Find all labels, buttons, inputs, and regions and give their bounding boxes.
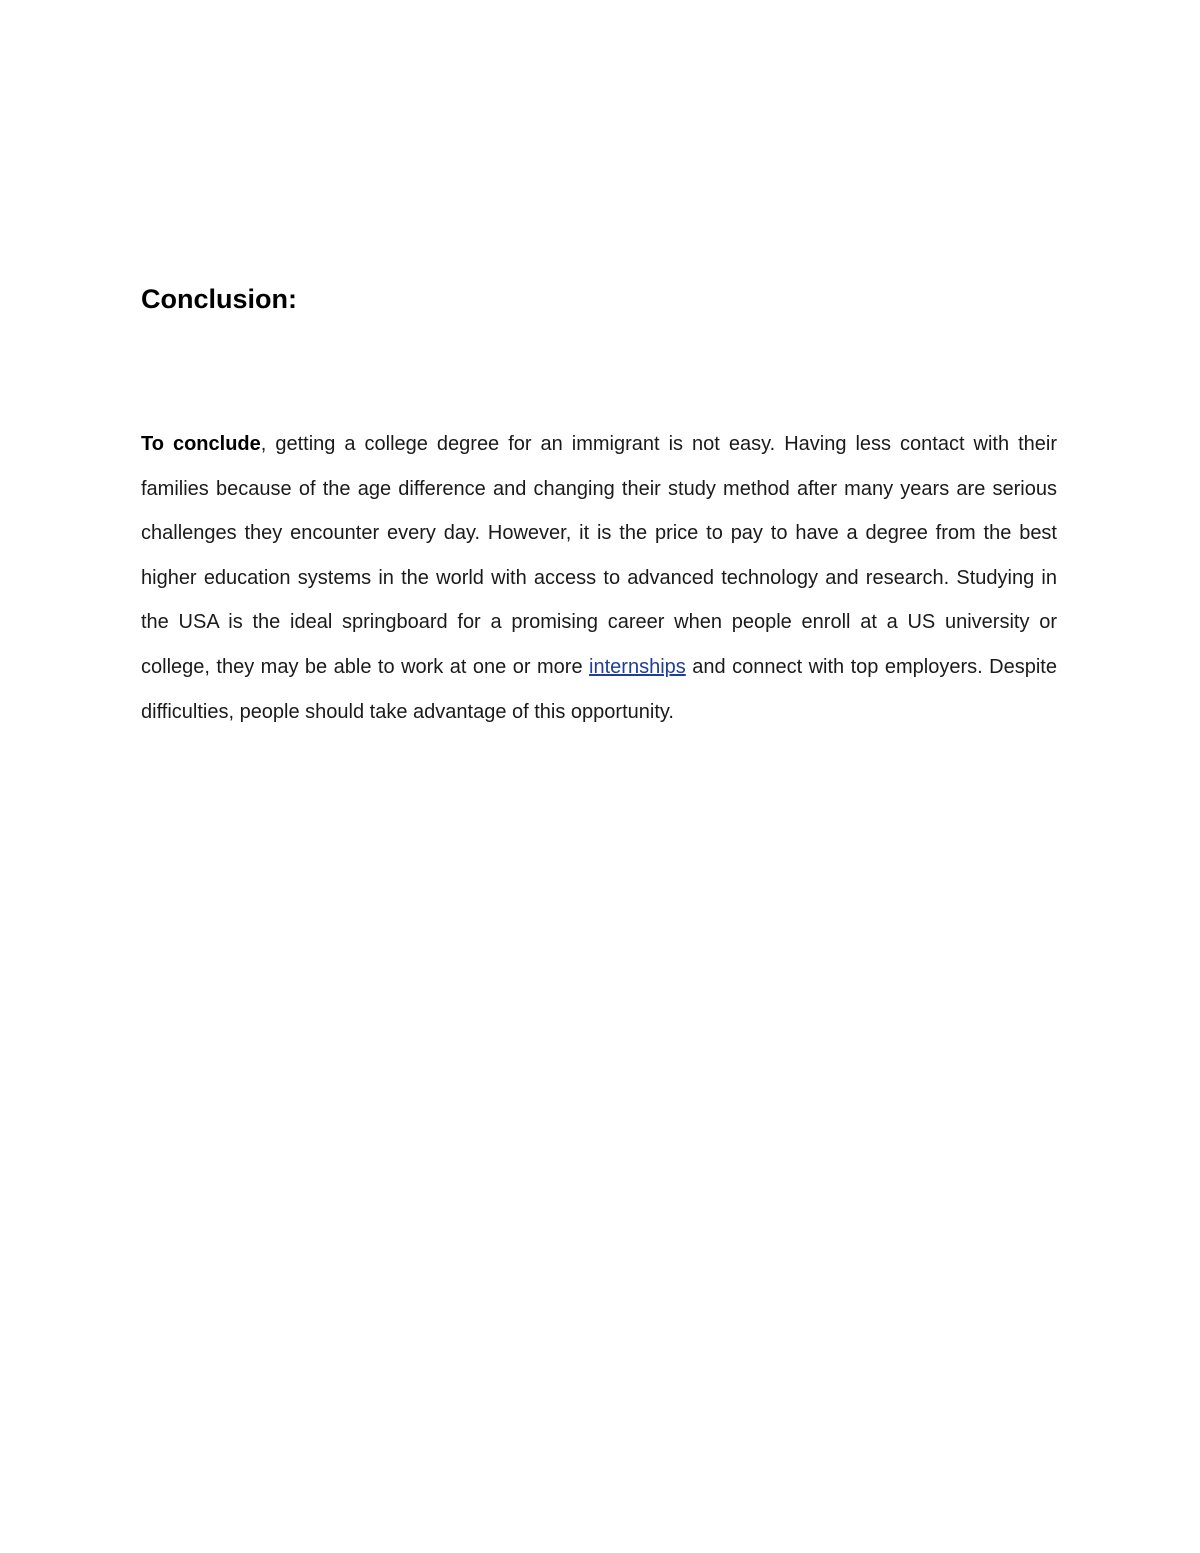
paragraph-text-part2: and connect with top employers. Despite difficulties, people should take advantage of this opportunity.	[141, 655, 1057, 723]
section-heading: Conclusion:	[141, 284, 297, 314]
paragraph-lead: To conclude	[141, 433, 261, 455]
internships-link[interactable]: internships	[589, 655, 686, 678]
paragraph-text-part1: , getting a college degree for an immigrant is not easy. Having less contact with their families because of the age difference and changing their study method after many years are serious challenges they encounter every day. However, it is the price to pay to have a degree from the best higher education systems in the world with access to advanced technology and research. Studying in the USA is the ideal springboard for a promising career when people enroll at a US university or college, they may be able to work at one or more	[141, 433, 1058, 678]
conclusion-paragraph	[141, 422, 1057, 734]
